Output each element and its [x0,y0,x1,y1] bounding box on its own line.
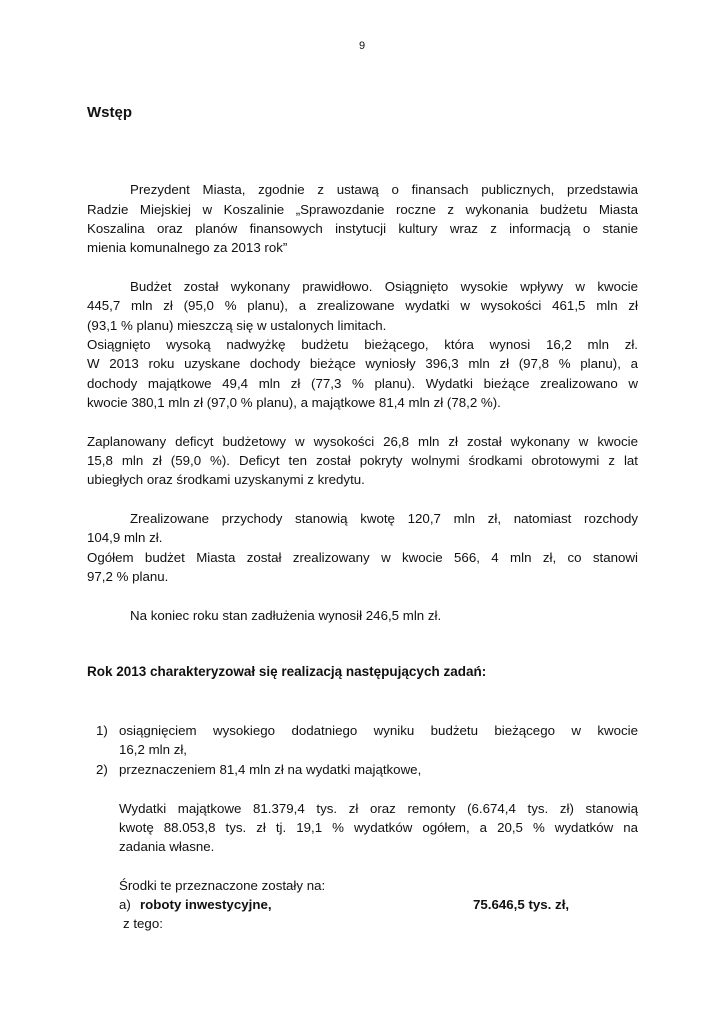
intro-line-4: mienia komunalnego za 2013 rok” [87,240,288,255]
budget-line-2: 445,7 mln zł (95,0 % planu), a zrealizowane wydatki w wysokości 461,5 mln zł [87,298,638,313]
allocation-amount: 75.646,5 tys. zł, [473,897,570,912]
tasks-heading: Rok 2013 charakteryzował się realizacją następujących zadań: [87,664,487,679]
allocation-letter: a) [119,897,131,912]
revenue-line-3: Ogółem budżet Miasta został zrealizowany w kwocie 566, 4 mln zł, co stanowi [87,550,638,565]
task-1-line-2: 16,2 mln zł, [119,742,187,757]
budget-line-3: (93,1 % planu) mieszczą się w ustalonych limitach. [87,318,387,333]
expense-line-1: Wydatki majątkowe 81.379,4 tys. zł oraz remonty (6.674,4 tys. zł) stanowią [119,801,638,816]
intro-line-3: Koszalina oraz planów finansowych instytucji kultury wraz z informacją o stanie [87,221,638,236]
expense-line-3: zadania własne. [119,839,215,854]
section-title: Wstęp [87,104,132,121]
debt-line: Na koniec roku stan zadłużenia wynosił 246,5 mln zł. [130,608,442,623]
allocation-intro: Środki te przeznaczone zostały na: [119,878,326,893]
expense-line-2: kwotę 88.053,8 tys. zł tj. 19,1 % wydatków ogółem, a 20,5 % wydatków na [119,820,638,835]
deficit-line-2: 15,8 mln zł (59,0 %). Deficyt ten został pokryty wolnymi środkami obrotowymi z lat [87,453,638,468]
budget-line-6: dochody majątkowe 49,4 mln zł (77,3 % planu). Wydatki bieżące zrealizowano w [87,376,638,391]
deficit-line-3: ubiegłych oraz środkami uzyskanymi z kredytu. [87,472,365,487]
revenue-line-2: 104,9 mln zł. [87,530,163,545]
budget-line-4: Osiągnięto wysoką nadwyżkę budżetu bieżącego, która wynosi 16,2 mln zł. [87,337,638,352]
task-1-number: 1) [96,723,108,738]
budget-line-7: kwocie 380,1 mln zł (97,0 % planu), a majątkowe 81,4 mln zł (78,2 %). [87,395,501,410]
task-2-number: 2) [96,762,108,777]
budget-line-5: W 2013 roku uzyskane dochody bieżące wyniosły 396,3 mln zł (97,8 % planu), a [87,356,638,371]
intro-line-2: Radzie Miejskiej w Koszalinie „Sprawozdanie roczne z wykonania budżetu Miasta [87,202,638,217]
task-1-line-1: osiągnięciem wysokiego dodatniego wyniku budżetu bieżącego w kwocie [119,723,638,738]
intro-line-1: Prezydent Miasta, zgodnie z ustawą o finansach publicznych, przedstawia [130,182,638,197]
deficit-line-1: Zaplanowany deficyt budżetowy w wysokości 26,8 mln zł został wykonany w kwocie [87,434,638,449]
task-2-line-1: przeznaczeniem 81,4 mln zł na wydatki majątkowe, [119,762,422,777]
budget-line-1: Budżet został wykonany prawidłowo. Osiągnięto wysokie wpływy w kwocie [130,279,638,294]
revenue-line-1: Zrealizowane przychody stanowią kwotę 120,7 mln zł, natomiast rozchody [130,511,638,526]
of-which-label: z tego: [123,916,163,931]
page-number: 9 [358,40,366,52]
revenue-line-4: 97,2 % planu. [87,569,169,584]
allocation-label: roboty inwestycyjne, [140,897,272,912]
